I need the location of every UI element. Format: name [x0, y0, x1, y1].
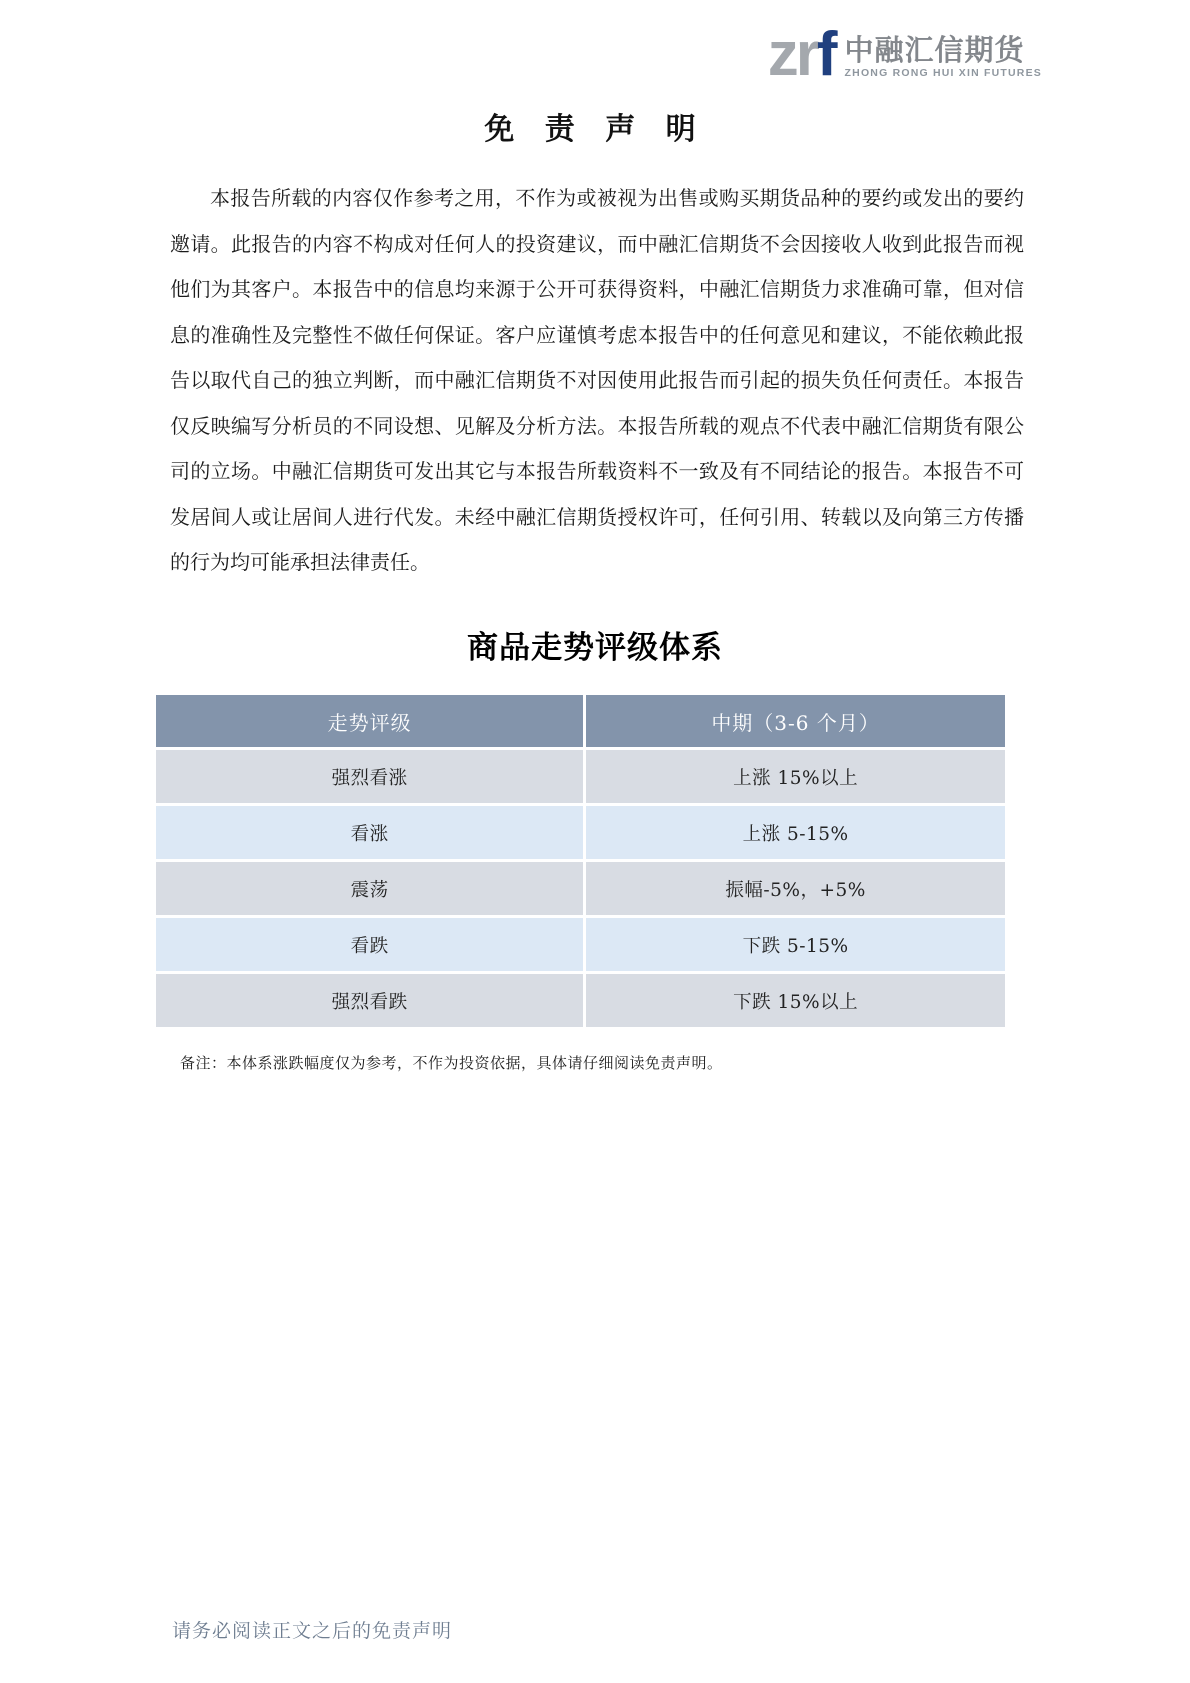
section-title: 商品走势评级体系	[467, 630, 723, 666]
rating-cell: 看跌	[156, 918, 583, 971]
logo-letter-f: f	[816, 20, 835, 89]
table-note: 备注：本体系涨跌幅度仅为参考，不作为投资依据，具体请仔细阅读免责声明。	[180, 1054, 723, 1072]
rating-cell: 看涨	[156, 806, 583, 859]
table-row	[156, 806, 1005, 859]
company-logo	[767, 20, 1042, 89]
header-trend-rating: 走势评级	[156, 695, 583, 747]
company-name-chinese: 中融汇信期货	[844, 33, 1025, 67]
table-row	[156, 974, 1005, 1027]
zrf-logo-mark	[767, 20, 835, 89]
rating-table	[153, 692, 1008, 1030]
range-cell: 下跌 15%以上	[586, 974, 1005, 1027]
page-title: 免 责 声 明	[484, 112, 706, 147]
range-cell: 振幅-5%，+5%	[586, 862, 1005, 915]
disclaimer-paragraph: 本报告所载的内容仅作参考之用，不作为或被视为出售或购买期货品种的要约或发出的要约邀请。此报告的内容不构成对任何人的投资建议，而中融汇信期货不会因接收人收到此报告而视他们为其客户。本报告中的信息均来源于公开可获得资料，中融汇信期货力求准确可靠，但对信息的准确性及完整性不做任何保证。客户应谨慎考虑本报告中的任何意见和建议，不能依赖此报告以取代自己的独立判断，而中融汇信期货不对因使用此报告而引起的损失负任何责任。本报告仅反映编写分析员的不同设想、见解及分析方法。本报告所载的观点不代表中融汇信期货有限公司的立场。中融汇信期货可发出其它与本报告所载资料不一致及有不同结论的报告。本报告不可发居间人或让居间人进行代发。未经中融汇信期货授权许可，任何引用、转载以及向第三方传播的行为均可能承担法律责任。	[170, 186, 1024, 574]
header-mid-term: 中期（3-6 个月）	[586, 695, 1005, 747]
rating-cell: 强烈看涨	[156, 750, 583, 803]
logo-wordmark	[845, 30, 1042, 80]
footer-disclaimer-reminder: 请务必阅读正文之后的免责声明	[172, 1620, 453, 1642]
logo-letters-zr: zr	[767, 20, 817, 89]
rating-cell: 强烈看跌	[156, 974, 583, 1027]
company-name-english: ZHONG RONG HUI XIN FUTURES	[844, 67, 1042, 79]
range-cell: 上涨 5-15%	[586, 806, 1005, 859]
table-row	[156, 918, 1005, 971]
table-row	[156, 750, 1005, 803]
table-header-row	[156, 695, 1005, 747]
table-row	[156, 862, 1005, 915]
rating-cell: 震荡	[156, 862, 583, 915]
range-cell: 上涨 15%以上	[586, 750, 1005, 803]
range-cell: 下跌 5-15%	[586, 918, 1005, 971]
